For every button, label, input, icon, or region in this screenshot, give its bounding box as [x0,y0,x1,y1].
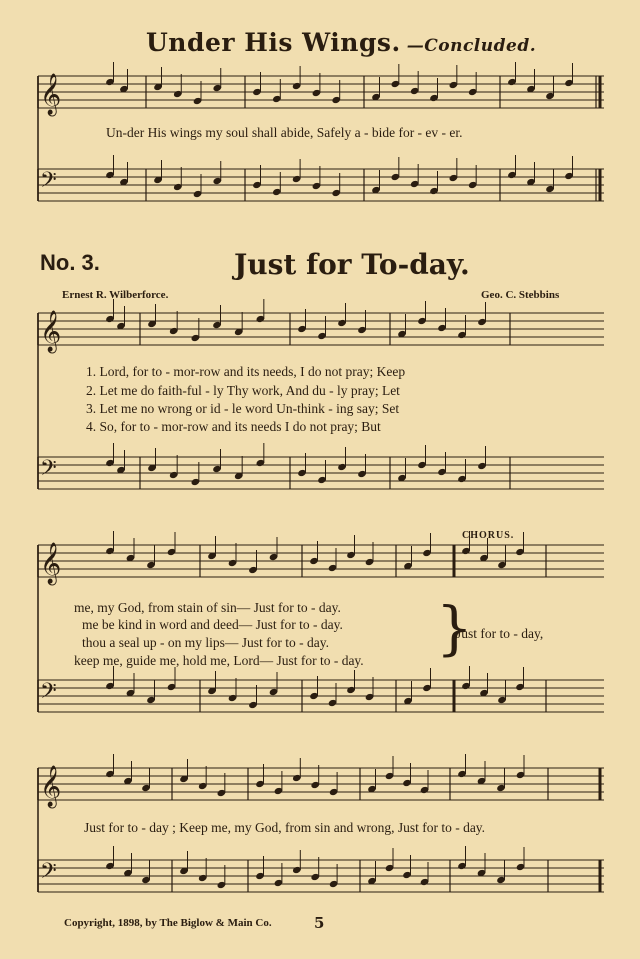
clef-symbol: 𝄢 [40,679,57,709]
hymn-title: Just for To-day. [234,248,470,281]
clef-symbol: 𝄢 [40,456,57,486]
clef-symbol: 𝄢 [40,168,57,198]
clef-symbol: 𝄞 [40,311,62,352]
verse-3-continued: thou a seal up - on my lips— Just for to - day. [82,635,329,650]
hymn-number: No. 3. [40,250,100,275]
continued-hymn-title [146,28,536,57]
verse-4: 4. So, for to - mor-row and its needs I do not pray; But [86,419,381,434]
title-text: Under His Wings. [146,28,401,57]
copyright-notice: Copyright, 1898, by The Biglow & Main Co. [64,917,272,929]
clef-symbol: 𝄞 [40,766,62,807]
verse-2-continued: me be kind in word and deed— Just for to - day. [82,617,343,632]
hymn-author: Ernest R. Wilberforce. [62,289,169,301]
verse-3: 3. Let me no wrong or id - le word Un-think - ing say; Set [86,401,400,416]
hymn-composer: Geo. C. Stebbins [481,289,560,301]
verse-brace: } [436,594,473,662]
page-number: 5 [314,914,325,932]
chorus-label: CHORUS. [462,530,515,541]
verse-2: 2. Let me do faith-ful - ly Thy work, And du - ly pray; Let [86,383,400,398]
lyric-line-under-his-wings: Un-der His wings my soul shall abide, Safely a - bide for - ev - er. [106,125,463,140]
chorus-lyric: Just for to - day, [456,626,544,641]
verse-4-continued: keep me, guide me, hold me, Lord— Just for to - day. [74,653,364,668]
clef-symbol: 𝄞 [40,543,62,584]
final-lyric-line: Just for to - day ; Keep me, my God, from sin and wrong, Just for to - day. [84,820,486,835]
clef-symbol: 𝄞 [40,74,62,115]
verse-1: 1. Lord, for to - mor-row and its needs, I do not pray; Keep [86,364,406,379]
concluded-label: —Concluded. [406,36,537,56]
clef-symbol: 𝄢 [40,859,57,889]
verse-1-continued: me, my God, from stain of sin— Just for to - day. [74,600,341,615]
